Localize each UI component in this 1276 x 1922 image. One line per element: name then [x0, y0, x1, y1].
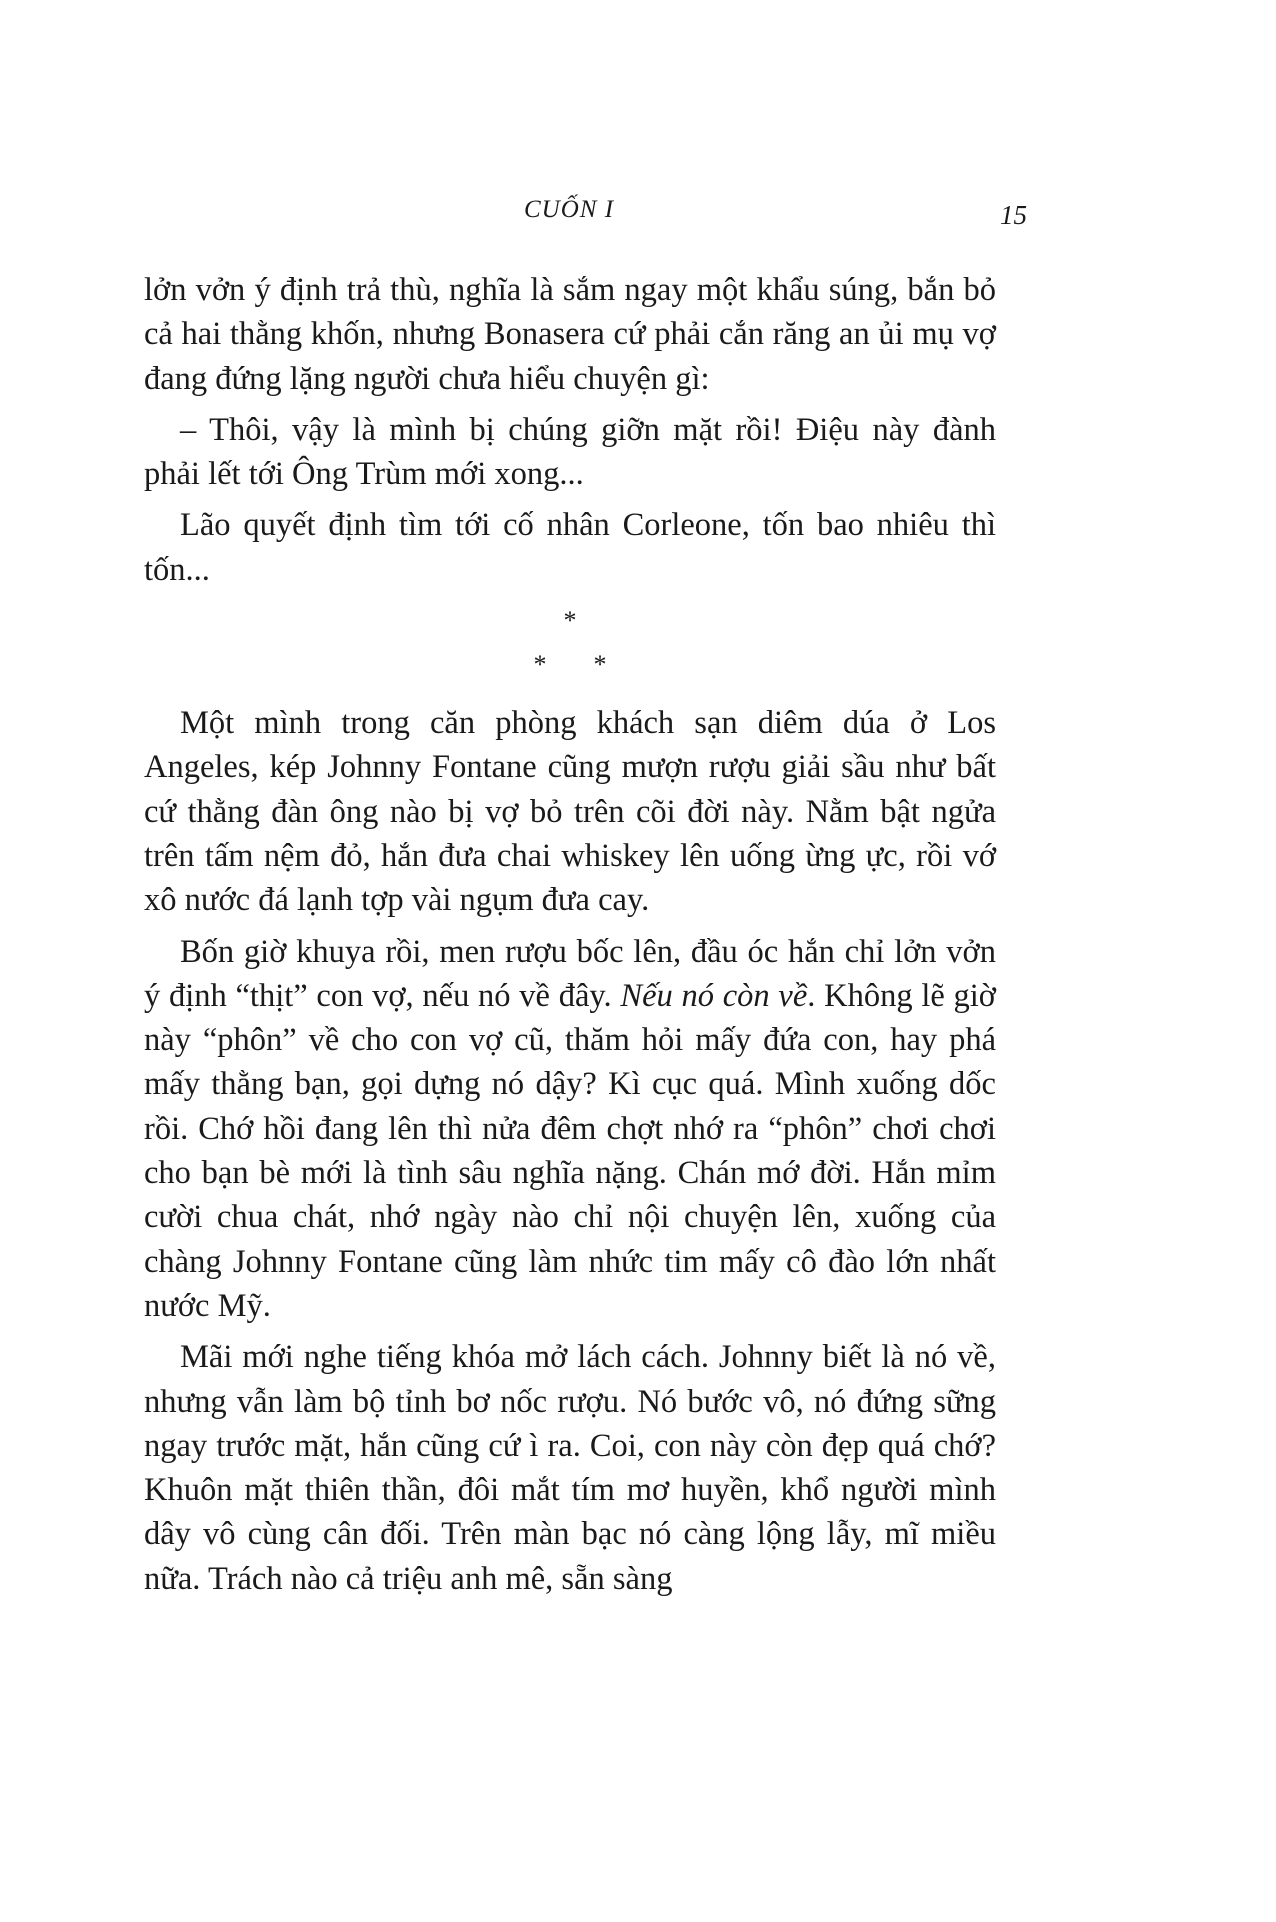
page-body [144, 268, 996, 1608]
paragraph-5-part-b: . Không lẽ giờ này “phôn” về cho con vợ cũ, thăm hỏi mấy đứa con, hay phá mấy thằng bạn, gọi dựng nó dậy? Kì cục quá. Mình xuống dốc rồi. Chớ hồi đang lên thì nửa đêm chợt nhớ ra “phôn” chơi chơi cho bạn bè mới là tình sâu nghĩa nặng. Chán mớ đời. Hắn mỉm cười chua chát, nhớ ngày nào chỉ nội chuyện lên, xuống của chàng Johnny Fontane cũng làm nhức tim mấy cô đào lớn nhất nước Mỹ. [144, 977, 996, 1324]
paragraph-5-part-a: Bốn giờ khuya rồi, men rượu bốc lên, đầu óc hắn chỉ lởn vởn ý định “thịt” con vợ, nếu nó về đây. [144, 933, 996, 1014]
page-header [0, 196, 1276, 236]
separator-star-row [144, 643, 996, 687]
separator-star-left: * [533, 650, 547, 680]
paragraph-3: Lão quyết định tìm tới cố nhân Corleone, tốn bao nhiêu thì tốn... [144, 507, 996, 588]
paragraph-4: Một mình trong căn phòng khách sạn diêm dúa ở Los Angeles, kép Johnny Fontane cũng mượn rượu giải sầu như bất cứ thằng đàn ông nào bị vợ bỏ trên cõi đời này. Nằm bật ngửa trên tấm nệm đỏ, hắn đưa chai whiskey lên uống ừng ực, rồi vớ xô nước đá lạnh tợp vài ngụm đưa cay. [144, 705, 996, 919]
separator-star-right: * [593, 650, 607, 680]
page-number: 15 [1000, 200, 1027, 230]
running-title: CUỐN I [524, 196, 615, 223]
section-separator [144, 599, 996, 687]
paragraph-5-italic: Nếu nó còn về [620, 977, 808, 1014]
paragraph-6: Mãi mới nghe tiếng khóa mở lách cách. Johnny biết là nó về, nhưng vẫn làm bộ tỉnh bơ nốc rượu. Nó bước vô, nó đứng sững ngay trước mặt, hắn cũng cứ ì ra. Coi, con này còn đẹp quá chớ? Khuôn mặt thiên thần, đôi mắt tím mơ huyền, khổ người mình dây vô cùng cân đối. Trên màn bạc nó càng lộng lẫy, mĩ miều nữa. Trách nào cả triệu anh mê, sẵn sàng [144, 1339, 996, 1597]
separator-star-top: * [563, 606, 577, 636]
paragraph-2-dialogue: – Thôi, vậy là mình bị chúng giỡn mặt rồi! Điệu này đành phải lết tới Ông Trùm mới xong... [144, 411, 996, 493]
paragraph-1: lởn vởn ý định trả thù, nghĩa là sắm ngay một khẩu súng, bắn bỏ cả hai thằng khốn, nhưng Bonasera cứ phải cắn răng an ủi mụ vợ đang đứng lặng người chưa hiểu chuyện gì: [144, 272, 996, 397]
paragraph-5 [144, 930, 996, 1329]
